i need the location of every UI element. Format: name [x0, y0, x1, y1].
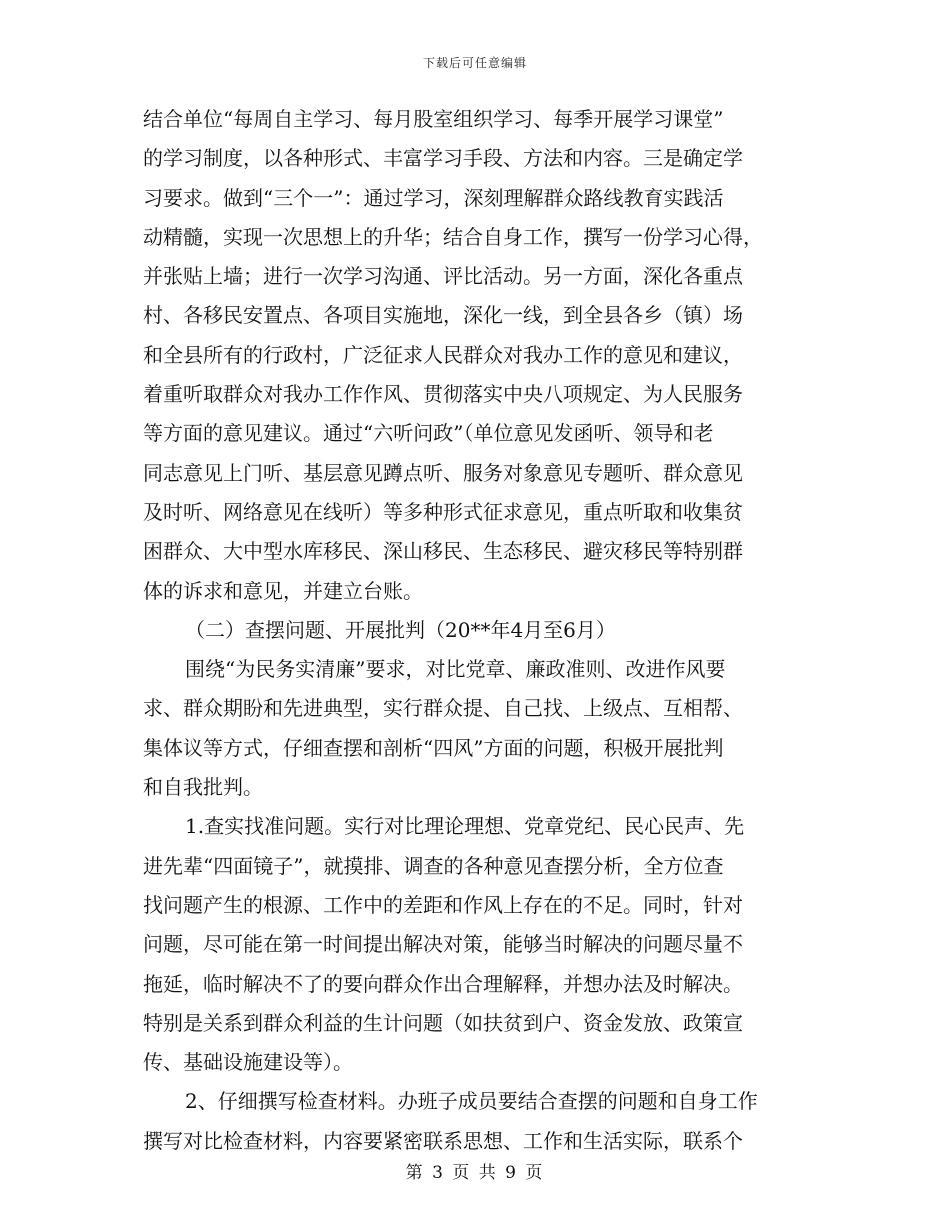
text-line: 和全县所有的行政村，广泛征求人民群众对我办工作的意见和建议， — [143, 342, 743, 367]
text-line: 撰写对比检查材料，内容要紧密联系思想、工作和生活实际，联系个 — [143, 1128, 743, 1153]
text-line: 动精髓，实现一次思想上的升华；结合自身工作，撰写一份学习心得， — [143, 224, 763, 249]
text-line: 求、群众期盼和先进典型，实行群众提、自己找、上级点、互相帮、 — [143, 696, 743, 721]
text-line: 集体议等方式，仔细查摆和剖析“四风”方面的问题，积极开展批判 — [143, 735, 724, 760]
paragraph-start: 围绕“为民务实清廉”要求，对比党章、廉政准则、改进作风要 — [185, 657, 726, 682]
text-line: 着重听取群众对我办工作作风、贯彻落实中央八项规定、为人民服务 — [143, 382, 743, 407]
text-line: 及时听、网络意见在线听）等多种形式征求意见，重点听取和收集贫 — [143, 499, 743, 524]
text-line: 特别是关系到群众利益的生计问题（如扶贫到户、资金发放、政策宣 — [143, 1010, 743, 1035]
text-line: 拖延，临时解决不了的要向群众作出合理解释，并想办法及时解决。 — [143, 971, 743, 996]
text-line: 困群众、大中型水库移民、深山移民、生态移民、避灾移民等特别群 — [143, 539, 743, 564]
text-line: 同志意见上门听、基层意见蹲点听、服务对象意见专题听、群众意见 — [143, 460, 743, 485]
text-line: 传、基础设施建设等）。 — [143, 1050, 353, 1075]
text-line: 找问题产生的根源、工作中的差距和作风上存在的不足。同时，针对 — [143, 892, 743, 917]
text-line: 和自我批判。 — [143, 775, 263, 800]
text-line: 村、各移民安置点、各项目实施地，深化一线，到全县各乡（镇）场 — [143, 303, 743, 328]
section-heading: （二）查摆问题、开展批判（20**年4月至6月） — [185, 617, 616, 642]
page-footer: 第 3 页 共 9 页 — [405, 1163, 545, 1183]
text-line: 等方面的意见建议。通过“六听问政”（单位意见发函听、领导和老 — [143, 421, 714, 446]
text-line: 结合单位“每周自主学习、每月股室组织学习、每季开展学习课堂” — [143, 107, 724, 131]
paragraph-start: 1.查实找准问题。实行对比理论理想、党章党纪、民心民声、先 — [185, 814, 745, 839]
text-line: 问题，尽可能在第一时间提出解决对策，能够当时解决的问题尽量不 — [143, 932, 743, 957]
page-header: 下载后可任意编辑 — [422, 56, 527, 70]
text-line: 并张贴上墙；进行一次学习沟通、评比活动。另一方面，深化各重点 — [143, 264, 743, 289]
text-line: 的学习制度，以各种形式、丰富学习手段、方法和内容。三是确定学 — [143, 146, 743, 171]
document-body — [143, 100, 809, 1161]
text-line: 体的诉求和意见，并建立台账。 — [143, 578, 423, 603]
text-line: 习要求。做到“三个一”：通过学习，深刻理解群众路线教育实践活 — [143, 185, 724, 210]
text-line: 进先辈“四面镜子”，就摸排、调查的各种意见查摆分析，全方位查 — [143, 853, 724, 878]
paragraph-start: 2、仔细撰写检查材料。办班子成员要结合查摆的问题和自身工作 — [185, 1089, 758, 1114]
